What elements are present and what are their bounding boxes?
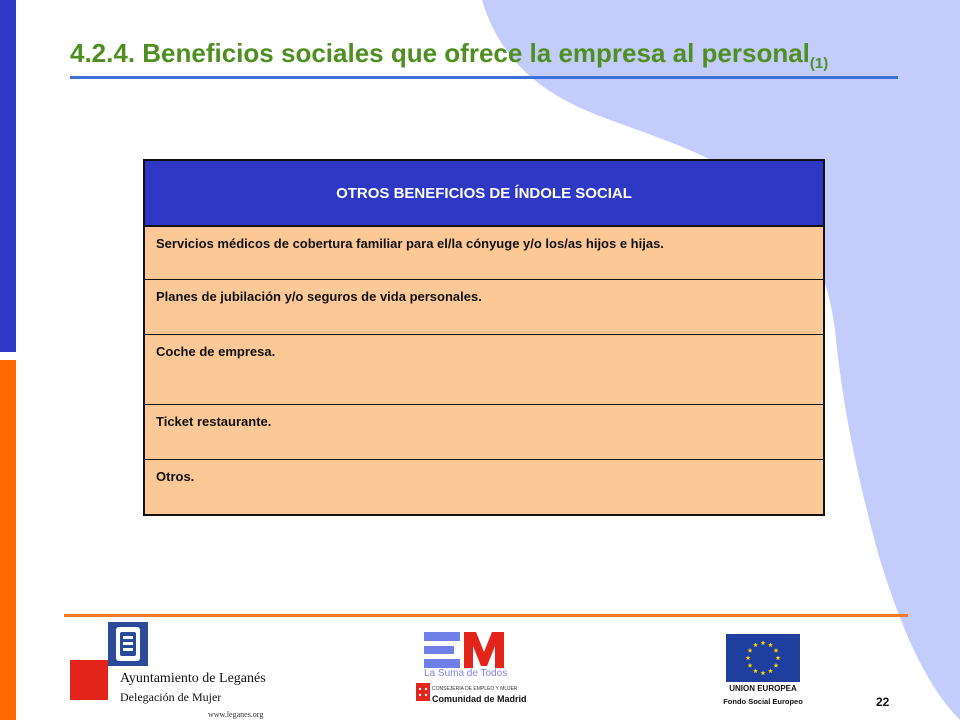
table-row: Planes de jubilación y/o seguros de vida personales. <box>145 280 823 335</box>
table-row: Otros. <box>145 460 823 514</box>
slide-title: 4.2.4. Beneficios sociales que ofrece la empresa al personal$_{(1)}$ <box>70 38 829 72</box>
comunidad-madrid-logo-icon <box>424 630 508 670</box>
title-footnote: (1) <box>809 55 829 72</box>
ayuntamiento-url: www.leganes.org <box>208 710 264 719</box>
page-number: 22 <box>876 695 890 709</box>
ayuntamiento-department: Delegación de Mujer <box>120 690 222 704</box>
left-accent-bar-orange <box>0 360 16 720</box>
eu-flag-icon <box>726 634 800 682</box>
ayuntamiento-name: Ayuntamiento de Leganés <box>120 671 266 686</box>
eu-label: UNION EUROPEA <box>729 684 797 693</box>
table-row: Servicios médicos de cobertura familiar para el/la cónyuge y/o los/as hijos e hijas. <box>145 227 823 280</box>
table-header: OTROS BENEFICIOS DE ÍNDOLE SOCIAL <box>145 161 823 227</box>
left-accent-bar-blue <box>0 0 16 352</box>
comunidad-name: Comunidad de Madrid <box>432 694 527 704</box>
comunidad-department: CONSEJERÍA DE EMPLEO Y MUJER <box>432 686 518 692</box>
eu-fund-label: Fondo Social Europeo <box>723 697 803 706</box>
benefits-table <box>143 159 825 516</box>
comunidad-tagline: La Suma de Todos <box>424 668 508 679</box>
madrid-flag-icon <box>416 683 430 701</box>
footer-divider <box>64 614 908 617</box>
table-row: Ticket restaurante. <box>145 405 823 460</box>
title-underline <box>70 76 898 79</box>
table-row: Coche de empresa. <box>145 335 823 405</box>
